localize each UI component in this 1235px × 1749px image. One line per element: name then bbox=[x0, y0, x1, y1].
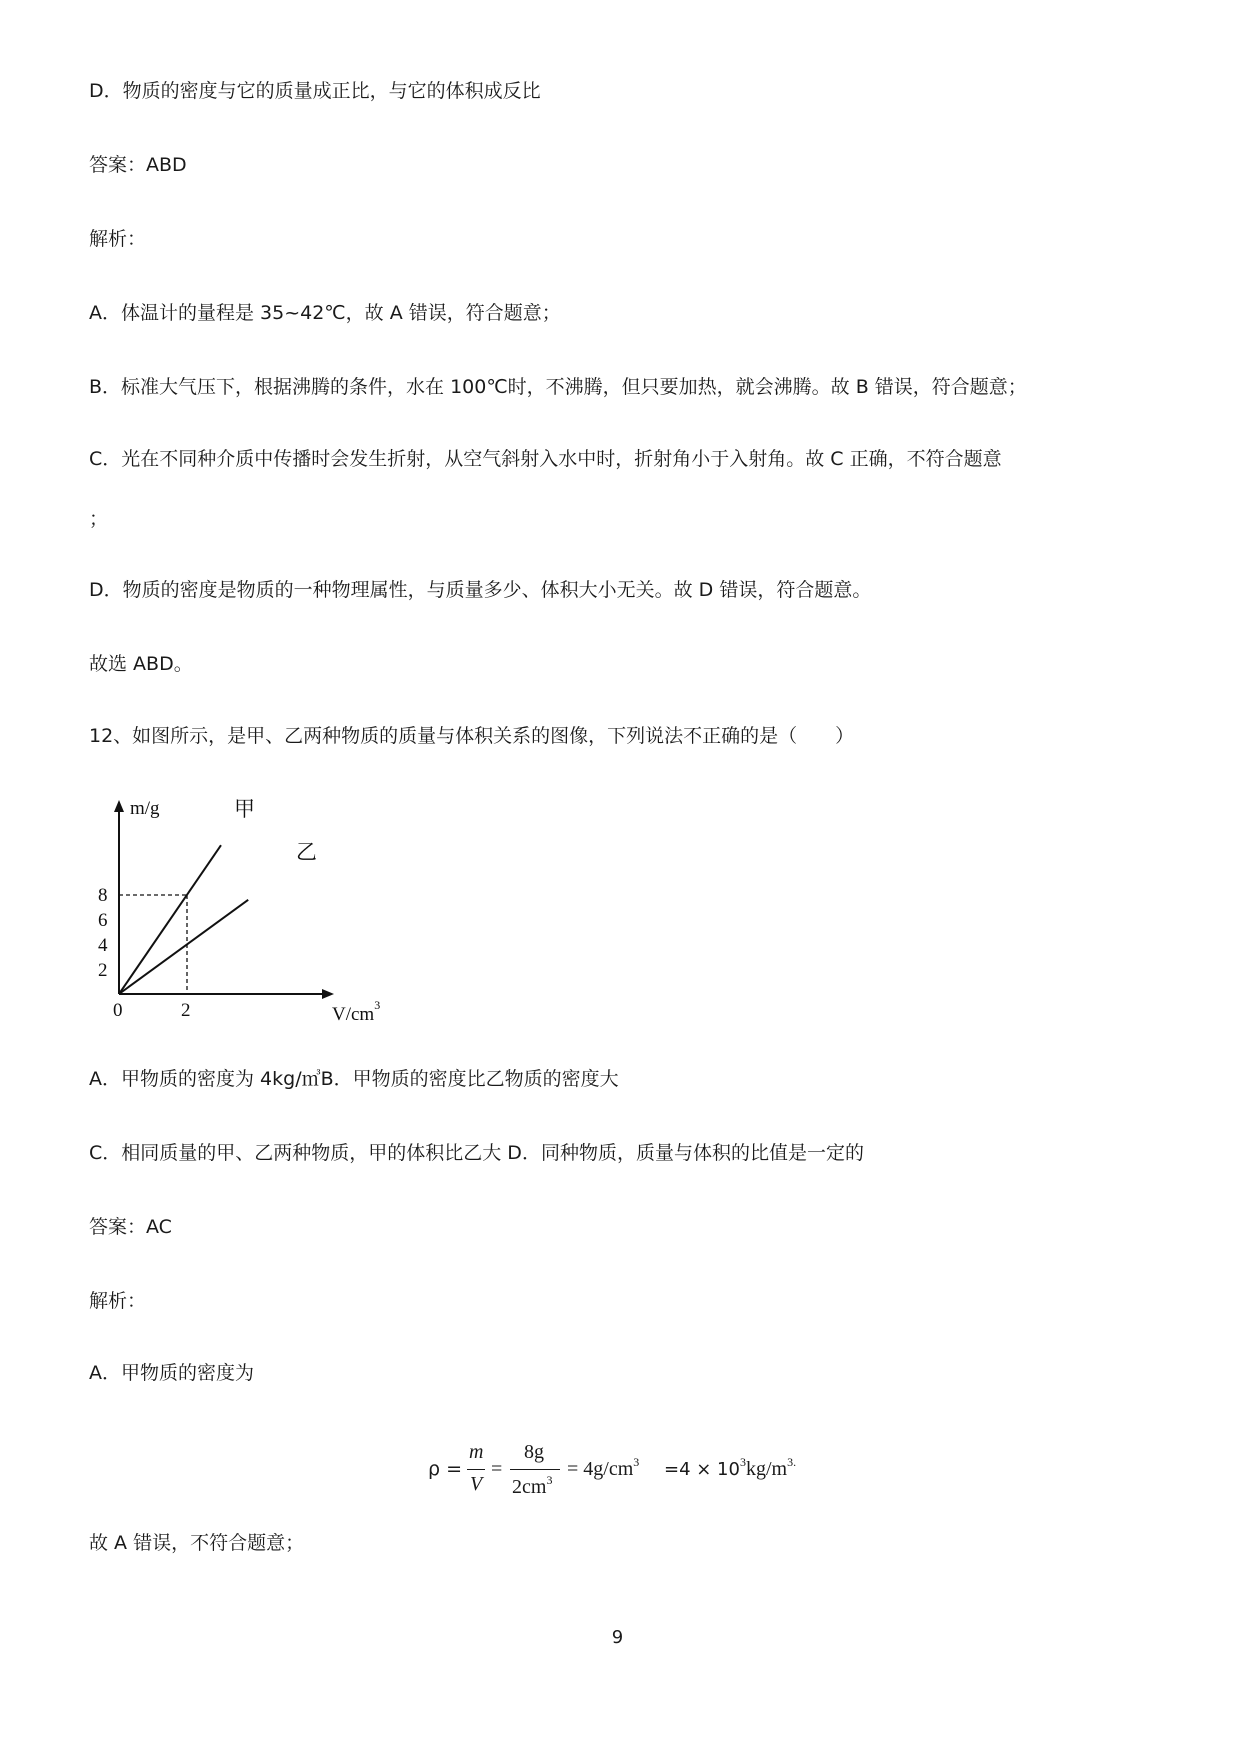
text-line-9: 12、如图所示，是甲、乙两种物质的质量与体积关系的图像，下列说法不正确的是（ ） bbox=[89, 725, 855, 747]
text-line-11: C．相同质量的甲、乙两种物质，甲的体积比乙大 D．同种物质，质量与体积的比值是一定的 bbox=[89, 1142, 864, 1164]
formula-lhs: ρ = bbox=[428, 1458, 463, 1480]
formula-eq2: = $4g/cm^3$ bbox=[567, 1455, 640, 1480]
text-line-1: 答案：ABD bbox=[89, 154, 187, 176]
text-line-0: D．物质的密度与它的质量成正比，与它的体积成反比 bbox=[89, 80, 541, 102]
text-line-14: A．甲物质的密度为 bbox=[89, 1362, 254, 1384]
formula-den: $2cm^3$ bbox=[512, 1473, 553, 1498]
text-line-15: 故 A 错误，不符合题意； bbox=[89, 1532, 305, 1554]
fraction-bar-8g bbox=[510, 1469, 560, 1470]
x-tick-0: 0 bbox=[113, 1000, 123, 1021]
y-tick-2: 2 bbox=[98, 960, 108, 981]
series-label-yi: 乙 bbox=[296, 840, 317, 864]
formula-V: V bbox=[470, 1473, 483, 1495]
formula-m: m bbox=[469, 1441, 484, 1463]
mass-volume-graph bbox=[86, 794, 406, 1024]
text-line-12: 答案：AC bbox=[89, 1216, 172, 1238]
series-line-1 bbox=[119, 900, 248, 994]
text-line-13: 解析： bbox=[89, 1290, 147, 1312]
y-axis-label: m/g bbox=[130, 798, 160, 819]
x-axis-label: $V/cm^3$ bbox=[332, 998, 381, 1024]
x-axis-arrow-icon bbox=[322, 989, 334, 999]
x-axis-label-sup: 3 bbox=[374, 998, 381, 1012]
y-tick-8: 8 bbox=[98, 885, 108, 906]
formula-mid: $=4 \times 10^3kg/m^{3.}$ bbox=[664, 1455, 797, 1480]
formula-eq1: = bbox=[491, 1458, 503, 1480]
page-number: 9 bbox=[611, 1627, 624, 1648]
text-line-6: ； bbox=[89, 508, 109, 530]
text-line-2: 解析： bbox=[89, 228, 147, 250]
y-tick-4: 4 bbox=[98, 935, 108, 956]
text-line-5: C．光在不同种介质中传播时会发生折射，从空气斜射入水中时，折射角小于入射角。故 C 正确，不符合题意 bbox=[89, 448, 1002, 470]
formula-num: 8g bbox=[524, 1441, 544, 1463]
text-line-4: B．标准大气压下，根据沸腾的条件，水在 100℃时，不沸腾，但只要加热，就会沸腾。故 B 错误，符合题意； bbox=[89, 376, 1027, 398]
series-line-0 bbox=[119, 845, 221, 994]
y-tick-6: 6 bbox=[98, 910, 108, 931]
fraction-bar-mv bbox=[467, 1469, 485, 1470]
y-axis-arrow-icon bbox=[114, 800, 124, 812]
x-tick-2: 2 bbox=[181, 1000, 191, 1021]
text-line-10: A．甲物质的密度为 4kg/㎥B．甲物质的密度比乙物质的密度大 bbox=[89, 1068, 619, 1090]
series-label-jia: 甲 bbox=[234, 797, 255, 821]
text-line-7: D．物质的密度是物质的一种物理属性，与质量多少、体积大小无关。故 D 错误，符合题意。 bbox=[89, 579, 872, 601]
text-line-8: 故选 ABD。 bbox=[89, 653, 193, 675]
series-group bbox=[119, 845, 248, 994]
text-line-3: A．体温计的量程是 35~42℃，故 A 错误，符合题意； bbox=[89, 302, 561, 324]
